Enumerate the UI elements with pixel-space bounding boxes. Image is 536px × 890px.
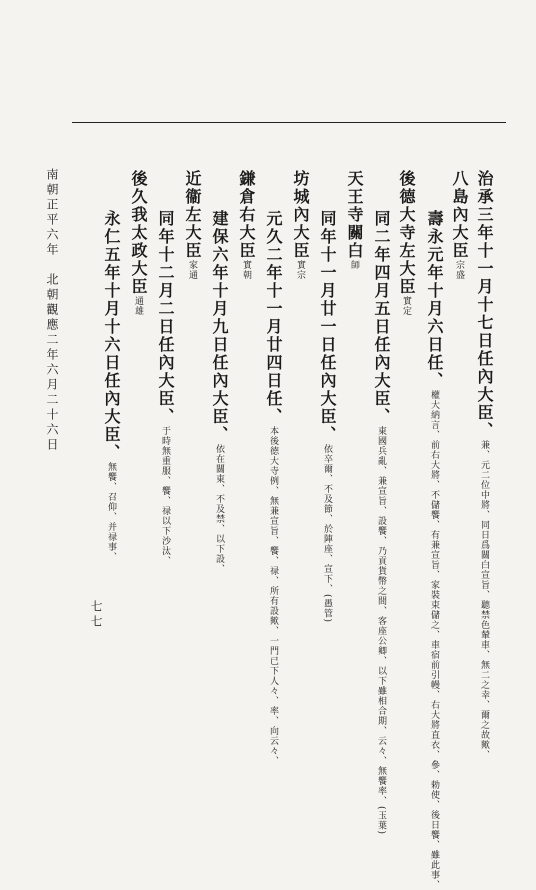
column-note: 權大納言、前右大將、不儲饗、有兼宣旨、家裝束儲之、車宿前引幔、右大將直衣、參、勅使、後日饗、雖此事、 (429, 390, 439, 890)
column-note: 兼、元二位中將、同日爲關白宣旨、聽禁色輦車、無二之幸、爾之故歟、 (479, 440, 489, 760)
column-main: 後久我太政大臣 (129, 170, 148, 296)
text-column-8 (292, 170, 308, 280)
column-note: 依卒爾、不及節、於陣座、宣下、(愚管) (322, 444, 332, 624)
text-column-7 (319, 210, 335, 623)
text-column-6 (346, 170, 362, 270)
column-main: 鎌倉右大臣 (237, 170, 256, 260)
page-number: 七七 (89, 600, 103, 630)
column-note: 東國兵亂、兼宣旨、設饗、乃貢貨幣之間、客座公卿、以下雖相合期、云々、無饗率、(玉葉) (376, 426, 386, 836)
column-main: 元久二年十一月廿四日任、 (264, 210, 283, 426)
text-column-2 (451, 170, 467, 280)
text-column-15 (103, 210, 119, 562)
text-column-11 (211, 210, 227, 574)
column-main: 壽永元年十月六日任、 (425, 210, 444, 390)
column-main: 同二年四月五日任內大臣、 (372, 210, 391, 426)
column-main: 近衞左大臣 (183, 170, 202, 260)
column-main: 八島內大臣 (450, 170, 469, 260)
column-main: 同年十一月廿一日任內大臣、 (318, 210, 337, 444)
column-note: 依在關東、不及禁、以下設、 (214, 444, 224, 574)
column-note: 于時無重服、饗、禄以下沙汰、 (160, 426, 170, 566)
header-rule (72, 122, 506, 123)
text-column-5 (373, 210, 389, 835)
column-main: 後德大寺左大臣 (397, 170, 416, 296)
text-column-1 (476, 170, 492, 760)
column-note: 師 (349, 260, 359, 270)
text-column-12 (184, 170, 200, 280)
column-note: 實定 (401, 296, 411, 316)
column-main: 治承三年十一月十七日任內大臣、 (475, 170, 494, 440)
column-main: 建保六年十月九日任內大臣、 (210, 210, 229, 444)
column-main: 同年十二月二日任內大臣、 (156, 210, 175, 426)
text-column-3 (426, 210, 442, 890)
column-note: 宗盛 (454, 260, 464, 280)
column-note: 家通 (187, 260, 197, 280)
column-note: 無饗、召仰、并禄事、 (106, 462, 116, 562)
text-column-4 (398, 170, 414, 316)
column-note: 實宗 (295, 260, 305, 280)
column-note: 通雄 (133, 296, 143, 316)
text-column-13 (157, 210, 173, 566)
column-note: 本後徳大寺例、無兼宣旨、饗、禄、所有設歟、一門已下人々、率、向云々、 (268, 426, 278, 766)
text-column-9 (265, 210, 281, 766)
column-note: 實朝 (241, 260, 251, 280)
running-head: 南朝正平六年 北朝觀應二年六月二十六日 (45, 168, 59, 453)
column-main: 永仁五年十月十六日任內大臣、 (102, 210, 121, 462)
text-column-10 (238, 170, 254, 280)
column-main: 坊城內大臣 (291, 170, 310, 260)
text-column-14 (130, 170, 146, 316)
column-main: 天王寺關白 (345, 170, 364, 260)
